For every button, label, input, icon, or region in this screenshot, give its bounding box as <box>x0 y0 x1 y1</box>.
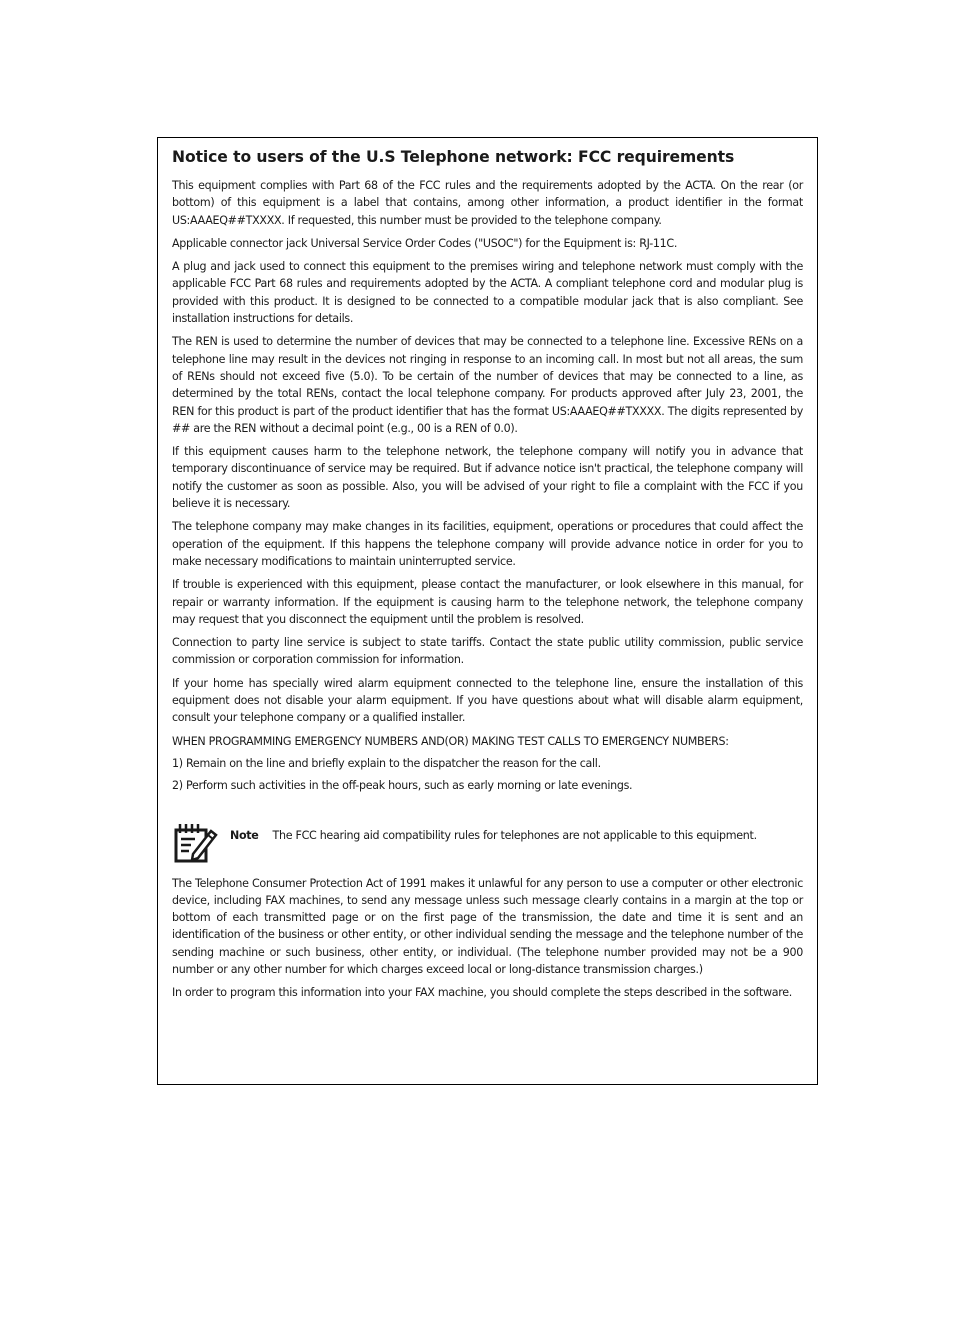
note-callout <box>172 821 803 865</box>
paragraph-emergency-heading: WHEN PROGRAMMING EMERGENCY NUMBERS AND(OR) MAKING TEST CALLS TO EMERGENCY NUMBERS: <box>172 734 729 748</box>
paragraph-emergency-step-2: 2) Perform such activities in the off-peak hours, such as early morning or late evenings. <box>172 779 633 793</box>
paragraph-party-line: Connection to party line service is subject to state tariffs. Contact the state public utility commission, public service commission or corporation commission for information. <box>172 636 803 667</box>
note-text: The FCC hearing aid compatibility rules for telephones are not applicable to this equipment. <box>272 828 757 842</box>
paragraph-part68: This equipment complies with Part 68 of the FCC rules and the requirements adopted by the ACTA. On the rear (or bottom) of this equipment is a label that contains, among other information, a product identifier in the format US:AAAEQ##TXXXX. If requested, this number must be provided to the telephone company. <box>172 179 803 227</box>
paragraph-fax-program: In order to program this information into your FAX machine, you should complete the steps described in the software. <box>172 986 792 1000</box>
paragraph-tcpa: The Telephone Consumer Protection Act of 1991 makes it unlawful for any person to use a computer or other electronic device, including FAX machines, to send any message unless such message clearly contains in a margin at the top or bottom of each transmitted page or on the first page of the transmission, the date and time it is sent and an identification of the business or other entity, or other individual sending the message and the telephone number of the sending machine or such business, other entity, or individual. (The telephone number provided may not be a 900 number or any other number for which charges exceed local or long-distance transmission charges.) <box>172 876 803 976</box>
paragraph-changes: The telephone company may make changes in its facilities, equipment, operations or procedures that could affect the operation of the equipment. If this happens the telephone company will provide advance notice in order for you to make necessary modifications to maintain uninterrupted service. <box>172 520 803 568</box>
note-label: Note <box>230 828 259 842</box>
paragraph-alarm: If your home has specially wired alarm equipment connected to the telephone line, ensure the installation of this equipment does not disable your alarm equipment. If you have questions about what will disable alarm equipment, consult your telephone company or a qualified installer. <box>172 676 803 725</box>
paragraph-usoc: Applicable connector jack Universal Service Order Codes ("USOC") for the Equipment is: RJ-11C. <box>172 236 678 250</box>
paragraph-plug-jack: A plug and jack used to connect this equipment to the premises wiring and telephone network must comply with the applicable FCC Part 68 rules and requirements adopted by the ACTA. A compliant telephone cord and modular plug is provided with this product. It is designed to be connected to a compatible modular jack that is also compliant. See installation instructions for details. <box>172 260 803 326</box>
fcc-notice-box <box>157 137 818 1085</box>
note-body <box>230 827 757 844</box>
paragraph-emergency-step-1: 1) Remain on the line and briefly explain to the dispatcher the reason for the call. <box>172 756 601 770</box>
notice-title: Notice to users of the U.S Telephone network: FCC requirements <box>172 148 735 166</box>
paragraph-harm: If this equipment causes harm to the telephone network, the telephone company will notify you in advance that temporary discontinuance of service may be required. But if advance notice isn't practical, the telephone company will notify the customer as soon as possible. Also, you will be advised of your right to file a complaint with the FCC if you believe it is necessary. <box>172 445 803 511</box>
paragraph-trouble: If trouble is experienced with this equipment, please contact the manufacturer, or look elsewhere in this manual, for repair or warranty information. If the equipment is causing harm to the telephone network, the telephone company may request that you disconnect the equipment until the problem is resolved. <box>172 578 803 626</box>
paragraph-ren: The REN is used to determine the number of devices that may be connected to a telephone line. Excessive RENs on a telephone line may result in the devices not ringing in response to an incoming call. In most but not all areas, the sum of RENs should not exceed five (5.0). To be certain of the number of devices that may be connected to a line, as determined by the total RENs, contact the local telephone company. For products approved after July 23, 2001, the REN for this product is part of the product identifier that has the format US:AAAEQ##TXXXX. The digits represented by ## are the REN without a decimal point (e.g., 00 is a REN of 0.0). <box>172 335 803 435</box>
note-pad-pencil-icon <box>172 821 220 865</box>
